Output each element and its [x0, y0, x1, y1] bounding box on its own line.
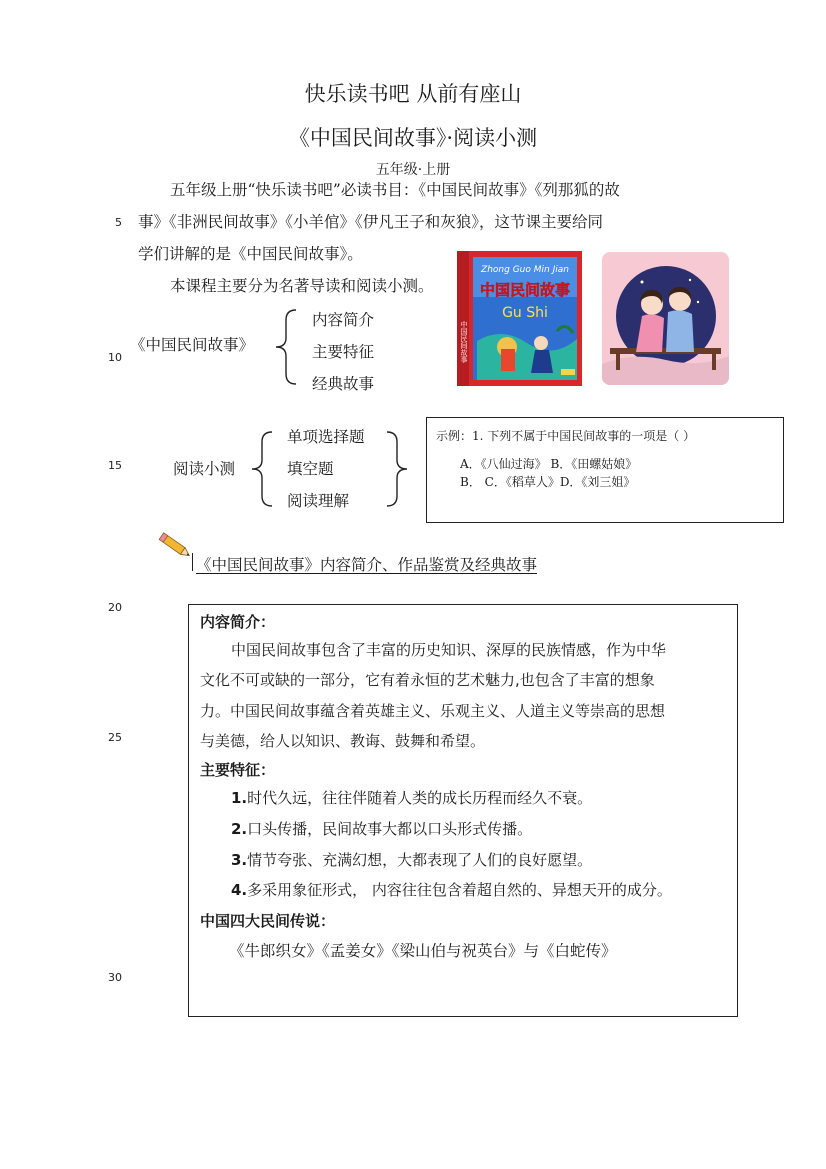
feature-item — [231, 879, 672, 900]
intro-line-4: 本课程主要分为名著导读和阅读小测。 — [170, 277, 434, 295]
legends-list: 《牛郎织女》《孟姜女》《梁山伯与祝英台》与《白蛇传》 — [229, 942, 617, 960]
feature-text: 口头传播，民间故事大都以口头形式传播。 — [247, 820, 533, 838]
example-options-row2: B． C．《稻草人》D．《刘三姐》 — [460, 475, 636, 489]
feature-item — [231, 787, 592, 808]
intro-para-line-2: 文化不可或缺的一部分，它有着永恒的艺术魅力,也包含了丰富的想象 — [200, 671, 655, 689]
outline2-right-brace — [383, 428, 411, 510]
outline2-item-choice: 单项选择题 — [287, 428, 365, 446]
outline2-root: 阅读小测 — [173, 460, 236, 478]
outline1-brace — [272, 306, 300, 388]
feature-number: 2. — [231, 820, 248, 838]
grade-label: 五年级·上册 — [375, 162, 451, 178]
cover-pinyin-bottom: Gu Shi — [502, 305, 548, 321]
example-options-row1: A．《八仙过海》 B．《田螺姑娘》 — [460, 457, 638, 471]
outline2-item-fill: 填空题 — [287, 460, 334, 478]
line-number: 25 — [108, 731, 122, 744]
feature-number: 4. — [231, 881, 248, 899]
feature-item — [231, 849, 592, 870]
intro-para-line-1: 中国民间故事包含了丰富的历史知识、深厚的民族情感，作为中华 — [231, 641, 667, 659]
outline1-item-features: 主要特征 — [312, 343, 375, 361]
intro-para-line-4: 与美德，给人以知识、教诲、鼓舞和希望。 — [200, 732, 486, 750]
heading-bar — [192, 553, 193, 571]
feature-number: 1. — [231, 789, 248, 807]
intro-line-2: 事》《非洲民间故事》《小羊倌》《伊凡王子和灰狼》，这节课主要给同 — [138, 213, 604, 231]
cover-spine-text: 中国民间故事 — [460, 321, 468, 363]
line-number: 15 — [108, 459, 122, 472]
intro-line-3: 学们讲解的是《中国民间故事》。 — [138, 245, 363, 263]
line-number: 10 — [108, 351, 122, 364]
intro-para-line-3: 力。中国民间故事蕴含着英雄主义、乐观主义、人道主义等崇高的思想 — [200, 702, 666, 720]
book-cover-image — [457, 251, 582, 386]
feature-item — [231, 818, 532, 839]
cover-title: 中国民间故事 — [479, 281, 571, 299]
feature-text: 情节夸张、充满幻想，大都表现了人们的良好愿望。 — [247, 851, 593, 869]
page-title: 快乐读书吧 从前有座山 — [304, 82, 522, 106]
content-heading-features: 主要特征： — [200, 761, 276, 779]
pencil-icon — [158, 530, 196, 564]
outline1-item-intro: 内容简介 — [312, 311, 375, 329]
outline1-item-stories: 经典故事 — [312, 375, 375, 393]
section-heading: 《中国民间故事》内容简介、作品鉴赏及经典故事 — [196, 556, 538, 574]
content-heading-legends: 中国四大民间传说： — [200, 912, 336, 930]
feature-text: 多采用象征形式， 内容往往包含着超自然的、异想天开的成分。 — [247, 881, 672, 899]
page-subtitle: 《中国民间故事》·阅读小测 — [288, 126, 538, 150]
couple-illustration — [602, 252, 729, 385]
intro-line-1: 五年级上册“快乐读书吧”必读书目：《中国民间故事》《列那狐的故 — [170, 181, 620, 199]
example-question: 示例：1. 下列不属于中国民间故事的一项是（ ） — [436, 429, 696, 443]
line-number: 20 — [108, 601, 122, 614]
outline2-item-reading: 阅读理解 — [287, 492, 350, 510]
line-number: 30 — [108, 971, 122, 984]
content-heading-intro: 内容简介： — [200, 613, 276, 631]
feature-text: 时代久远，往往伴随着人类的成长历程而经久不衰。 — [247, 789, 593, 807]
feature-number: 3. — [231, 851, 248, 869]
cover-pinyin-top: Zhong Guo Min Jian — [481, 265, 569, 275]
outline2-left-brace — [248, 428, 276, 510]
line-number: 5 — [115, 216, 122, 229]
outline1-root: 《中国民间故事》 — [130, 336, 255, 354]
